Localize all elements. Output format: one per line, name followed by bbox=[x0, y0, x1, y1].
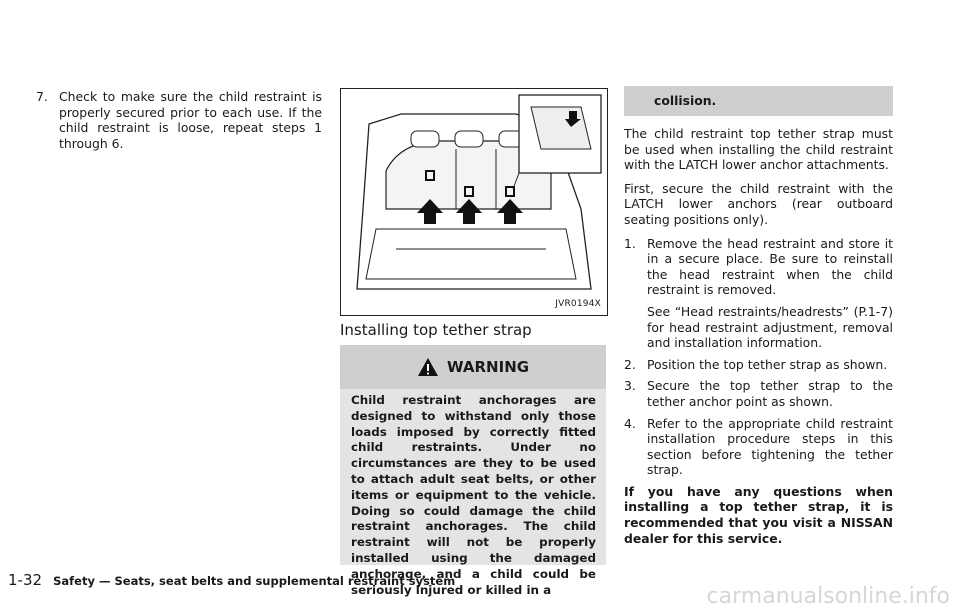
warning-text: Child restraint anchorages are designed to withstand only those loads imposed by correctly fitted child restraints. Under no circumstances are they to be used to attach adult seat belts, or other items or equipment to the vehicle. Doing so could damage the child restraint anchorages. The child restraint will not be properly installed using the damaged anchorage, and a child could be seriously injured or killed in a bbox=[351, 393, 596, 597]
warning-header bbox=[340, 345, 606, 389]
step-text: Secure the top tether strap to the tether anchor point as shown. bbox=[647, 378, 893, 409]
warning-triangle-icon bbox=[417, 357, 439, 377]
step-4 bbox=[624, 416, 893, 478]
section-heading: Installing top tether strap bbox=[340, 321, 532, 339]
right-column bbox=[624, 126, 893, 546]
section-title: Safety — Seats, seat belts and supplemental restraint system bbox=[53, 574, 456, 588]
watermark: carmanualsonline.info bbox=[706, 584, 950, 609]
paragraph-2: First, secure the child restraint with the LATCH lower anchors (rear outboard seating positions only). bbox=[624, 180, 893, 227]
warning-title: WARNING bbox=[447, 357, 530, 376]
warning-continued-box bbox=[624, 86, 893, 116]
step-3 bbox=[624, 378, 893, 409]
warning-body bbox=[340, 389, 606, 597]
warning-continued-text: collision. bbox=[654, 93, 717, 108]
step-text: Position the top tether strap as shown. bbox=[647, 356, 888, 372]
step-number: 2. bbox=[624, 356, 636, 372]
cargo-area-illustration bbox=[340, 88, 608, 316]
step-text: Remove the head restraint and store it in a secure place. Be sure to reinstall the head restraint when the child restraint is removed. bbox=[647, 235, 893, 298]
anchor-diagram bbox=[341, 89, 607, 315]
step-text: Check to make sure the child restraint is properly secured prior to each use. If the child restraint is loose, repeat steps 1 through 6. bbox=[59, 89, 322, 151]
paragraph-1: The child restraint top tether strap must be used when installing the child restraint with the LATCH lower anchor attachments. bbox=[624, 126, 893, 173]
step-note-text: See “Head restraints/headrests” (P.1-7) for head restraint adjustment, removal and installation information. bbox=[647, 303, 893, 351]
page-number: 1-32 bbox=[8, 571, 43, 589]
step-number: 7. bbox=[36, 89, 48, 104]
step-1 bbox=[624, 236, 893, 298]
step-number: 4. bbox=[624, 415, 636, 431]
step-7 bbox=[36, 89, 322, 151]
step-2 bbox=[624, 357, 893, 373]
step-number: 3. bbox=[624, 378, 636, 394]
left-column bbox=[36, 89, 322, 151]
figure-code: JVR0194X bbox=[555, 299, 601, 309]
step-text: Refer to the appropriate child restraint installation procedure steps in this section before tightening the tether strap. bbox=[647, 415, 893, 478]
step-number: 1. bbox=[624, 235, 636, 251]
page-footer bbox=[8, 570, 455, 589]
step-1-note bbox=[624, 304, 893, 351]
closing-note: If you have any questions when installing a top tether strap, it is recommended that you visit a NISSAN dealer for this service. bbox=[624, 483, 893, 546]
